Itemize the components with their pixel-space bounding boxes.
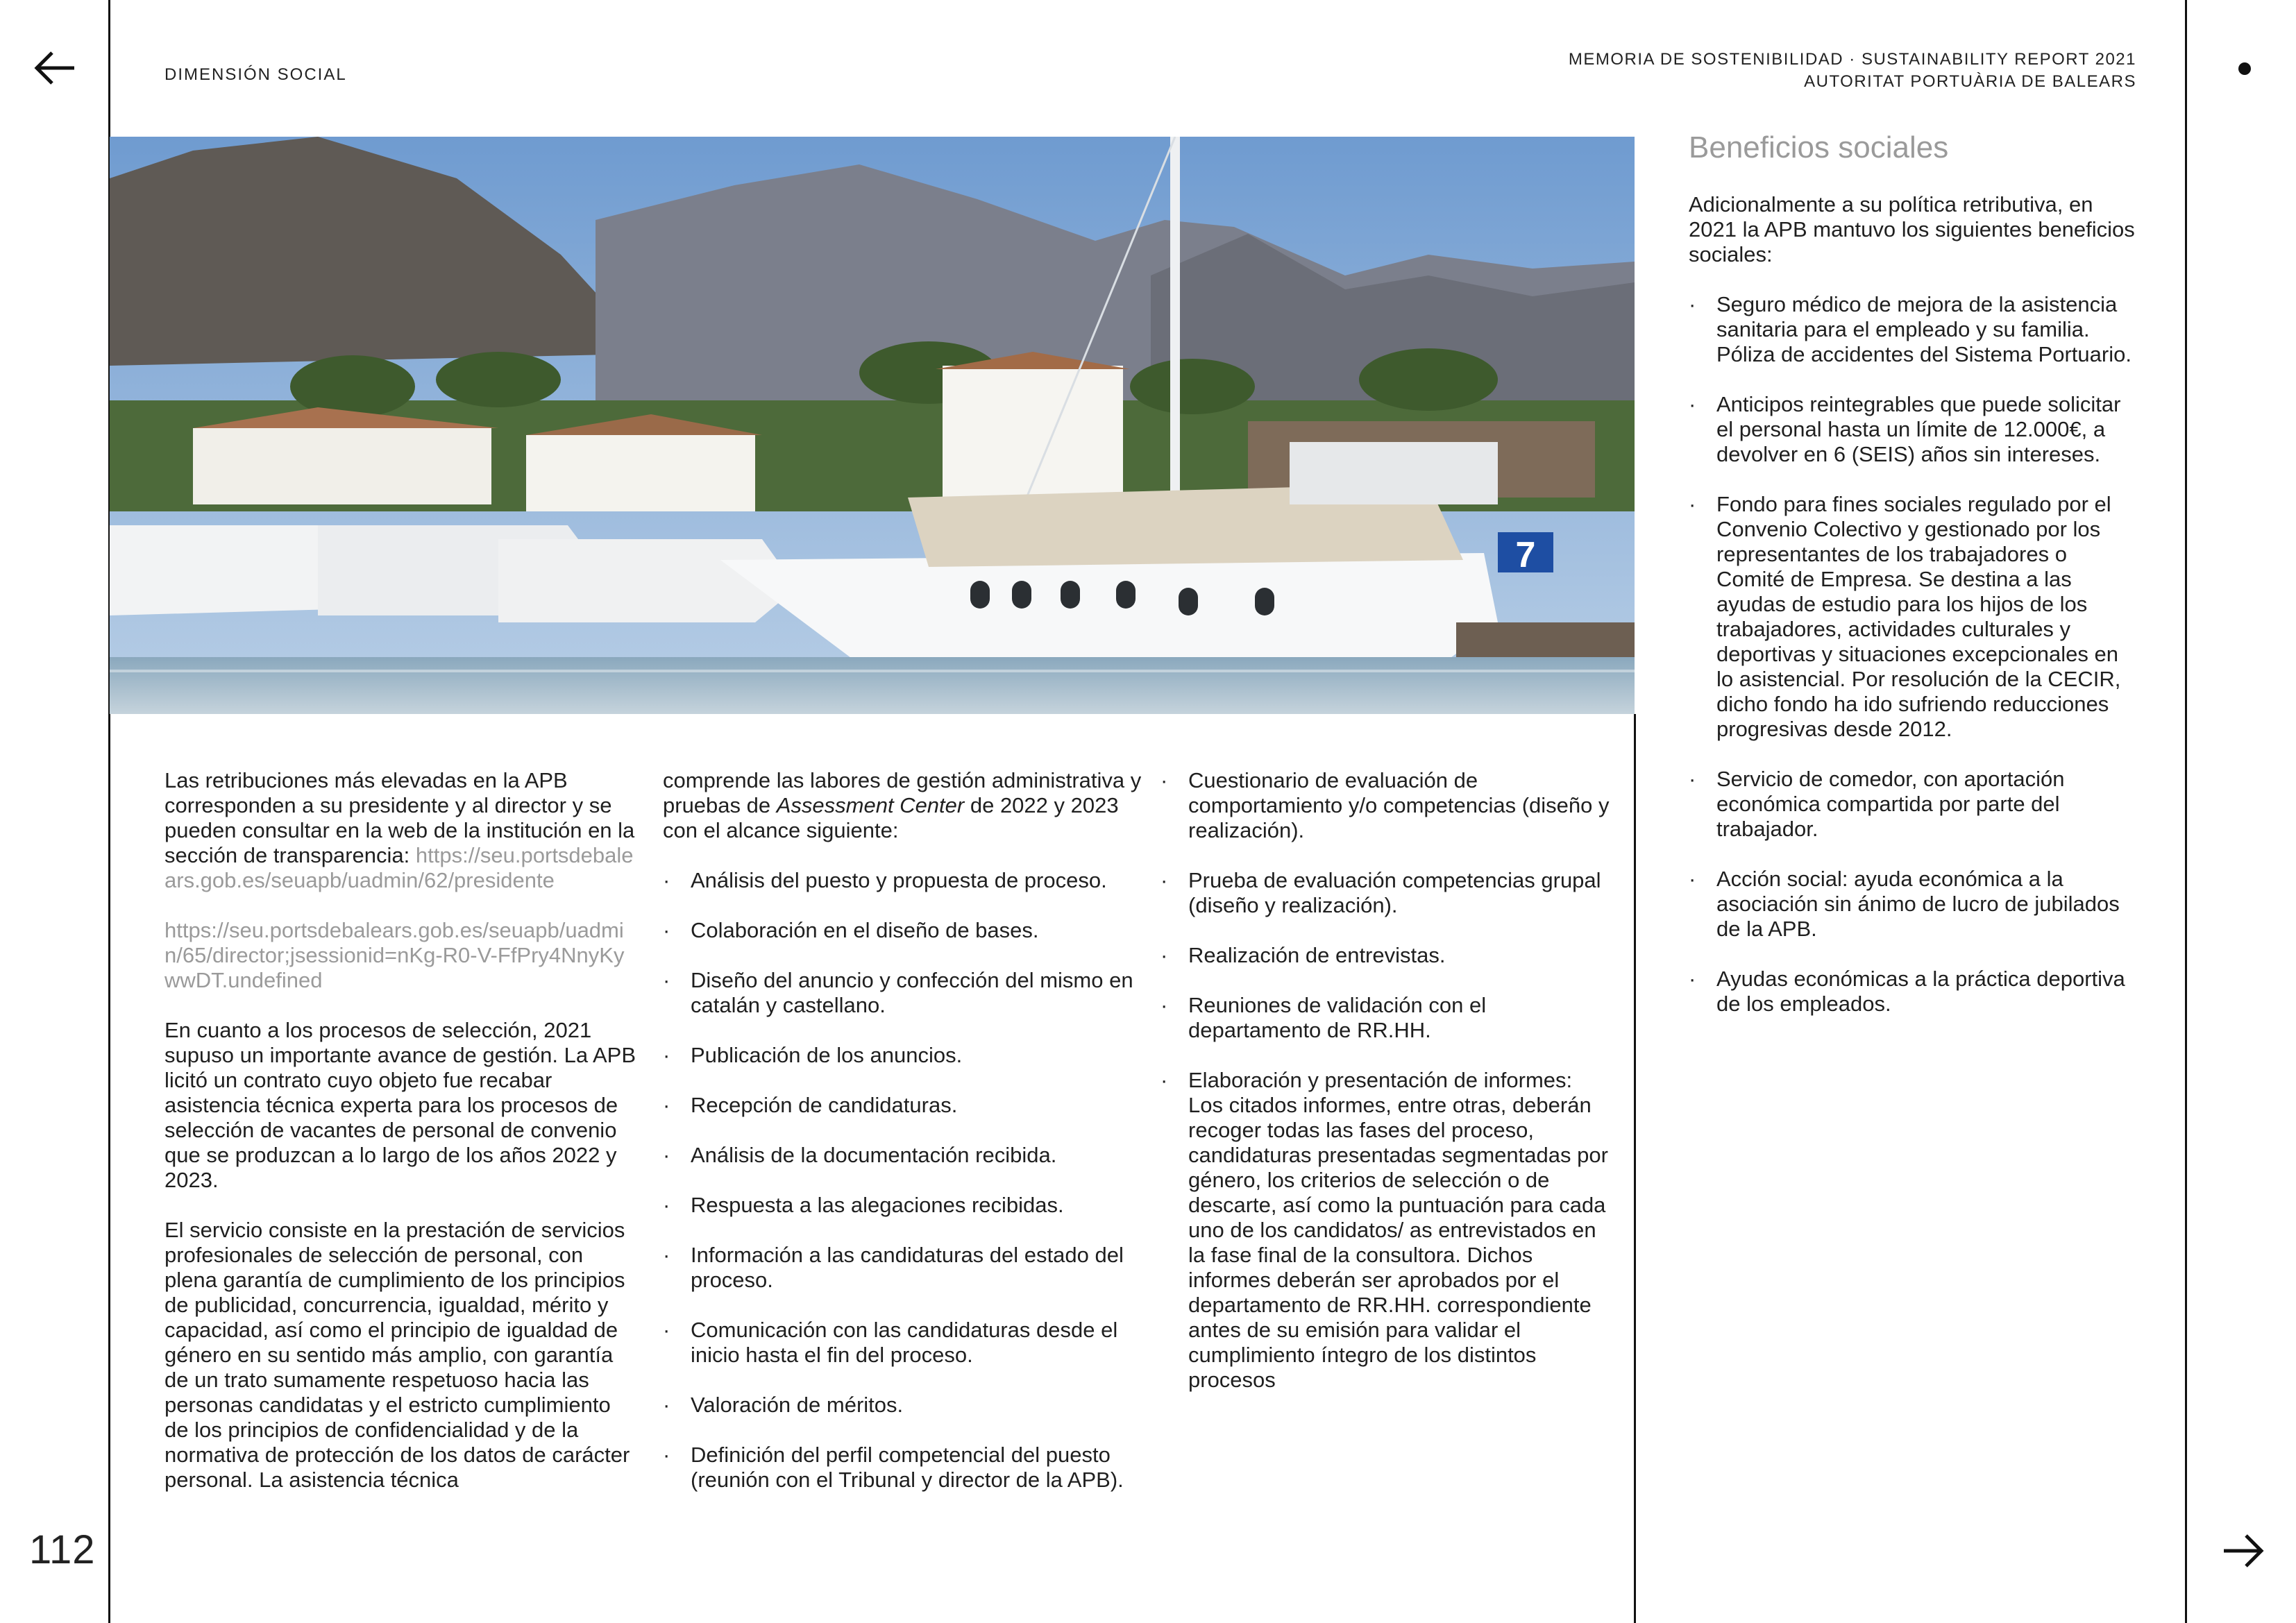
arrow-right-icon[interactable]	[2218, 1527, 2267, 1575]
list-item: · Valoración de méritos.	[663, 1393, 1142, 1418]
body-column-2	[663, 768, 1142, 1518]
list-item: · Servicio de comedor, con aportación económica compartida por parte del trabajador.	[1689, 767, 2140, 842]
list-item: · Seguro médico de mejora de la asistencia sanitaria para el empleado y su familia. Póliza de accidentes del Sistema Portuario.	[1689, 292, 2140, 367]
list-item: · Información a las candidaturas del estado del proceso.	[663, 1243, 1142, 1293]
list-item: · Análisis de la documentación recibida.	[663, 1143, 1142, 1168]
list-item: · Análisis del puesto y propuesta de proceso.	[663, 868, 1142, 893]
right-margin-rule	[2185, 0, 2187, 1623]
alcance-text-b: de 2022 y 2023 con el alcance siguiente:	[663, 793, 1119, 842]
list-item: · Prueba de evaluación competencias grupal (diseño y realización).	[1160, 868, 1612, 918]
scope-list-continued	[1160, 768, 1612, 1393]
list-item: · Respuesta a las alegaciones recibidas.	[663, 1193, 1142, 1218]
alcance-emphasis: Assessment Center	[776, 793, 965, 817]
benefits-list	[1689, 292, 2140, 1042]
link-director[interactable]: https://seu.portsdebalears.gob.es/seuapb/uadmin/65/director;jsessionid=nKg-R0-V-FfPry4NnyKywwDT.undefined	[164, 918, 625, 992]
alcance-text-a: comprende las labores de gestión administrativa y pruebas de	[663, 768, 1142, 817]
sidebar-intro: Adicionalmente a su política retributiva, en 2021 la APB mantuvo los siguientes beneficios sociales:	[1689, 192, 2135, 266]
paragraph-servicio: El servicio consiste en la prestación de servicios profesionales de selección de personal, con plena garantía de cumplimiento de los principios de publicidad, concurrencia, igualdad, mérito y capacidad, así como el principio de igualdad de género en su sentido más amplio, con garantía de un trato sumamente respetuoso hacia las personas candidatas y el estricto cumplimiento de los principios de confidencialidad y de la normativa de protección de los datos de carácter personal. La asistencia técnica	[164, 1218, 630, 1492]
list-item: · Comunicación con las candidaturas desde el inicio hasta el fin del proceso.	[663, 1318, 1142, 1368]
report-title-line1: MEMORIA DE SOSTENIBILIDAD · SUSTAINABILITY REPORT 2021	[1568, 50, 2136, 69]
page-number: 112	[29, 1527, 96, 1572]
marina-photo	[110, 137, 1635, 714]
list-item: · Diseño del anuncio y confección del mismo en catalán y castellano.	[663, 968, 1142, 1018]
berth-sign-number: 7	[1515, 535, 1536, 575]
list-item: · Fondo para fines sociales regulado por el Convenio Colectivo y gestionado por los representantes de los trabajadores o Comité de Empresa. Se destina a las ayudas de estudio para los hijos de los trabajadores, actividades culturales y deportivas y situaciones excepcionales en lo asistencial. Por resolución de la CECIR, dicho fondo ha ido sufriendo reducciones progresivas desde 2012.	[1689, 492, 2140, 742]
list-item: · Definición del perfil competencial del puesto (reunión con el Tribunal y director de la APB).	[663, 1443, 1142, 1493]
list-item: · Anticipos reintegrables que puede solicitar el personal hasta un límite de 12.000€, a devolver en 6 (SEIS) años sin intereses.	[1689, 392, 2140, 467]
link-presidente[interactable]: https://seu.portsdebalears.gob.es/seuapb/uadmin/62/presidente	[164, 843, 634, 892]
list-item: · Reuniones de validación con el departamento de RR.HH.	[1160, 993, 1612, 1043]
paragraph-procesos-seleccion: En cuanto a los procesos de selección, 2021 supuso un importante avance de gestión. La APB licitó un contrato cuyo objeto fue recabar asistencia técnica experta para los procesos de selección de vacantes de personal de convenio que se produzcan a lo largo de los años 2022 y 2023.	[164, 1018, 636, 1192]
list-item: · Publicación de los anuncios.	[663, 1043, 1142, 1068]
list-item: · Recepción de candidaturas.	[663, 1093, 1142, 1118]
column-divider-rule	[1634, 714, 1636, 1623]
arrow-left-icon[interactable]	[31, 44, 80, 92]
list-item: · Acción social: ayuda económica a la asociación sin ánimo de lucro de jubilados de la APB.	[1689, 867, 2140, 942]
list-item: · Ayudas económicas a la práctica deportiva de los empleados.	[1689, 967, 2140, 1017]
list-item: · Elaboración y presentación de informes: Los citados informes, entre otras, deberán recoger todas las fases del proceso, candidaturas presentadas segmentadas por género, los criterios de selección o de descarte, así como la puntuación para cada uno de los candidatos/ as entrevistados en la fase final de la consultora. Dichos informes deberán ser aprobados por el departamento de RR.HH. correspondiente antes de su emisión para validar el cumplimiento íntegro de los distintos procesos	[1160, 1068, 1612, 1393]
scope-list	[663, 868, 1142, 1493]
dot-icon	[2238, 62, 2251, 75]
list-item: · Colaboración en el diseño de bases.	[663, 918, 1142, 943]
paragraph-retribuciones	[164, 768, 636, 893]
sidebar-title: Beneficios sociales	[1689, 130, 1949, 164]
report-title	[1569, 49, 2136, 93]
retribuciones-text: Las retribuciones más elevadas en la APB corresponden a su presidente y al director y se pueden consultar en la web de la institución en la sección de transparencia:	[164, 768, 635, 867]
list-item: · Cuestionario de evaluación de comportamiento y/o competencias (diseño y realización).	[1160, 768, 1612, 843]
body-column-1	[164, 768, 636, 1518]
list-item: · Realización de entrevistas.	[1160, 943, 1612, 968]
paragraph-alcance	[663, 768, 1142, 843]
body-column-3	[1160, 768, 1612, 1418]
report-title-line2: AUTORITAT PORTUÀRIA DE BALEARS	[1804, 72, 2136, 91]
section-label: DIMENSIÓN SOCIAL	[164, 65, 347, 84]
